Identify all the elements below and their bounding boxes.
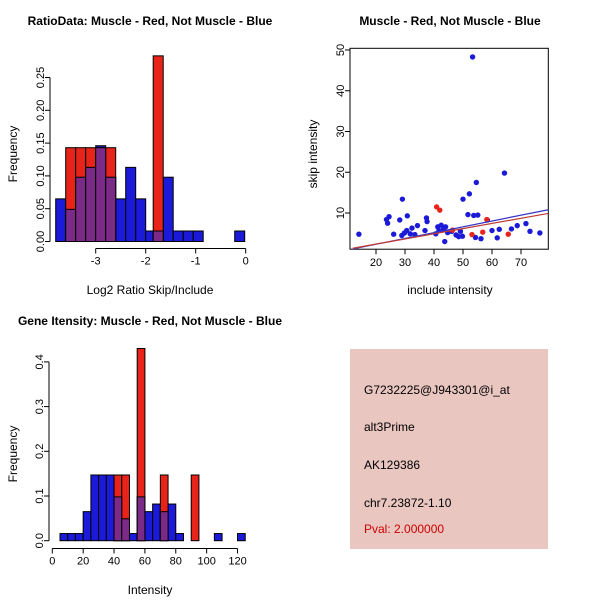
scatter-point-red (469, 232, 474, 237)
gene-histogram-title: Gene Itensity: Muscle - Red, Not Muscle - Blue (17, 314, 283, 328)
hist-bar-blue (235, 231, 245, 241)
gene-info-box (350, 349, 548, 549)
x-tick-label: 40 (427, 257, 441, 270)
x-tick-label: 40 (107, 555, 121, 568)
scatter-point-blue (424, 219, 429, 224)
y-tick-label: 0.25 (35, 66, 47, 89)
scatter-point-red (480, 229, 485, 234)
hist-bar-overlap (66, 209, 76, 241)
x-tick-label: 60 (485, 257, 499, 270)
y-tick-label: 50 (335, 43, 347, 57)
y-tick-label: 10 (335, 206, 347, 220)
gene-histogram-x-axis-label: Intensity (127, 583, 173, 597)
scatter-point-blue (386, 214, 391, 219)
x-tick-label: 50 (456, 257, 470, 270)
y-tick-label: 0.10 (35, 165, 47, 187)
hist-bar-blue (163, 177, 173, 241)
scatter-point-blue (397, 217, 402, 222)
scatter-point-blue (409, 225, 414, 230)
scatter-point-blue (537, 230, 542, 235)
scatter-x-axis-label: include intensity (407, 283, 493, 297)
hist-bar-overlap (160, 512, 168, 541)
scatter-title: Muscle - Red, Not Muscle - Blue (359, 14, 541, 28)
hist-bar-overlap (153, 231, 163, 241)
x-tick-label: 60 (138, 555, 152, 568)
scatter-point-red (437, 207, 442, 212)
chromosome-location-text: chr7.23872-1.10 (364, 496, 452, 510)
y-tick-label: 0.1 (34, 488, 46, 504)
hist-bar-overlap (106, 177, 116, 241)
hist-bar-blue (91, 475, 99, 541)
hist-bar-overlap (86, 167, 96, 241)
scatter-point-blue (391, 231, 396, 236)
hist-bar-blue (168, 504, 176, 541)
hist-bar-overlap (122, 519, 130, 541)
panel-gene-histogram (0, 300, 300, 600)
hist-bar-overlap (96, 148, 106, 242)
scatter-point-blue (497, 227, 502, 232)
hist-bar-blue (193, 231, 203, 241)
scatter-point-blue (470, 54, 475, 59)
ratio-histogram-canvas (0, 0, 300, 300)
x-tick-label: 30 (398, 257, 412, 270)
hist-bar-blue (116, 199, 126, 242)
hist-bar-blue (56, 199, 66, 242)
x-tick-label: -2 (140, 255, 151, 268)
hist-bar-blue (68, 534, 76, 541)
y-tick-label: 0.4 (34, 354, 46, 370)
y-tick-label: 0.15 (35, 132, 47, 154)
ratio-histogram-y-axis-label: Frequency (6, 125, 20, 183)
scatter-point-blue (495, 235, 500, 240)
x-tick-label: 80 (169, 555, 182, 568)
splice-type-text: alt3Prime (364, 420, 415, 434)
x-tick-label: 0 (49, 555, 56, 568)
hist-bar-red (191, 475, 199, 541)
hist-bar-blue (83, 512, 91, 541)
y-tick-label: 0.20 (35, 99, 47, 122)
panel-ratio-histogram (0, 0, 300, 300)
panel-scatter (300, 0, 600, 300)
scatter-point-blue (356, 231, 361, 236)
x-tick-label: 20 (77, 555, 90, 568)
scatter-point-blue (509, 226, 514, 231)
hist-bar-blue (106, 475, 114, 541)
panel-gene-info (300, 300, 600, 600)
y-tick-label: 0.05 (35, 197, 47, 220)
ratio-histogram-title: RatioData: Muscle - Red, Not Muscle - Blue (27, 14, 273, 28)
x-tick-label: 120 (228, 555, 247, 568)
scatter-point-blue (489, 228, 494, 233)
scatter-point-blue (478, 236, 483, 241)
hist-bar-blue (129, 534, 137, 541)
scatter-point-blue (475, 212, 480, 217)
scatter-point-blue (460, 234, 465, 239)
y-tick-label: 0.2 (34, 443, 46, 459)
scatter-canvas (300, 0, 600, 300)
hist-bar-blue (214, 534, 222, 541)
x-tick-label: 0 (242, 255, 249, 268)
y-tick-label: 0.00 (35, 230, 47, 253)
scatter-point-blue (400, 196, 405, 201)
y-tick-label: 40 (335, 84, 347, 97)
scatter-point-blue (502, 170, 507, 175)
hist-bar-blue (126, 167, 136, 241)
probe-id-text: G7232225@J943301@i_at (364, 383, 510, 397)
accession-text: AK129386 (364, 458, 421, 472)
gene-histogram-y-axis-label: Frequency (6, 425, 20, 483)
hist-bar-red (153, 56, 163, 242)
gene-histogram-canvas (0, 300, 300, 600)
x-tick-label: -1 (190, 255, 201, 268)
hist-bar-blue (60, 534, 68, 541)
ratio-histogram-x-axis-label: Log2 Ratio Skip/Include (86, 283, 214, 297)
x-tick-label: -3 (90, 255, 101, 268)
y-tick-label: 0.0 (34, 533, 46, 549)
hist-bar-blue (145, 512, 153, 541)
hist-bar-overlap (137, 497, 145, 541)
scatter-point-blue (422, 228, 427, 233)
scatter-point-blue (467, 191, 472, 196)
scatter-point-blue (408, 231, 413, 236)
hist-bar-blue (176, 534, 184, 541)
hist-bar-blue (238, 534, 246, 541)
hist-bar-blue (173, 231, 183, 241)
hist-bar-blue (136, 199, 146, 242)
hist-bar-overlap (76, 177, 86, 241)
x-tick-label: 70 (514, 257, 528, 270)
hist-bar-blue (153, 504, 161, 541)
scatter-point-blue (460, 196, 465, 201)
pval-text: Pval: 2.000000 (364, 522, 445, 536)
scatter-point-blue (405, 213, 410, 218)
scatter-point-blue (523, 221, 528, 226)
hist-bar-overlap (114, 497, 122, 541)
y-tick-label: 20 (335, 166, 347, 179)
hist-bar-blue (183, 231, 193, 241)
scatter-point-blue (443, 224, 448, 229)
x-tick-label: 20 (369, 257, 383, 270)
y-tick-label: 0.3 (34, 398, 46, 415)
scatter-point-red (506, 231, 511, 236)
scatter-point-blue (474, 180, 479, 185)
scatter-point-blue (515, 223, 520, 228)
scatter-point-blue (465, 212, 470, 217)
scatter-point-blue (385, 220, 390, 225)
hist-bar-blue (146, 231, 154, 241)
scatter-y-axis-label: skip intensity (306, 119, 320, 189)
scatter-point-blue (442, 239, 447, 244)
x-tick-label: 100 (197, 555, 216, 568)
scatter-point-blue (415, 223, 420, 228)
hist-bar-blue (99, 475, 107, 541)
scatter-point-blue (527, 229, 532, 234)
y-tick-label: 30 (335, 125, 347, 138)
red-fit-line (353, 213, 548, 248)
hist-bar-blue (75, 534, 83, 541)
